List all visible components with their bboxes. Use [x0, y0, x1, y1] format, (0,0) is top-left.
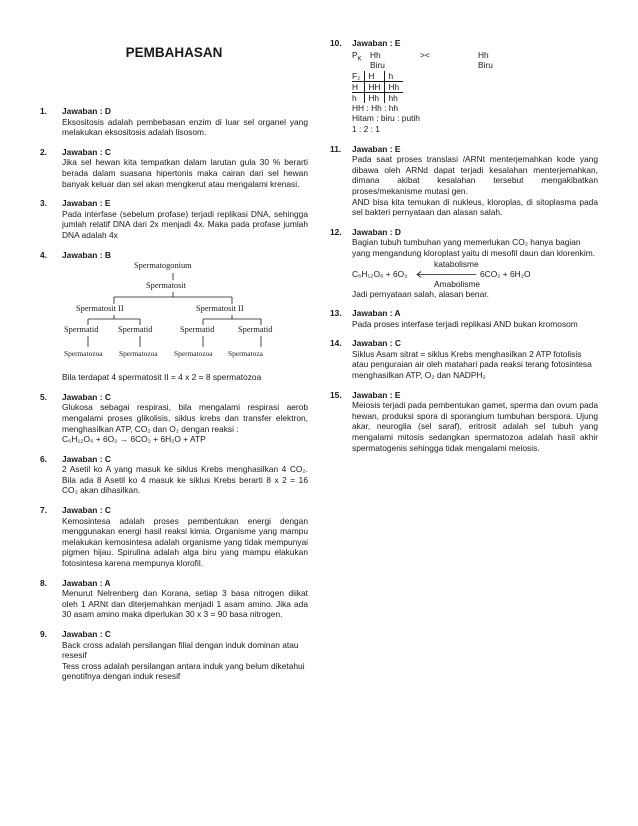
punnett-cell: Hh [365, 92, 385, 103]
page-title: PEMBAHASAN [125, 45, 223, 60]
explanation-text: Pada saat proses translasi /ARNt menterjemahkan kode yang dibawa oleh ARNd dapat terjadi kesalahan menterjemahkan, dimana akibat kesalahan tersebut mengakibatkan proses/mekanisme mutasi gen. [352, 154, 598, 196]
parent-label: $P_K$ [352, 49, 362, 63]
punnett-cell: Hh [385, 81, 403, 92]
answer-item-3 [40, 198, 308, 240]
answer-item-11 [330, 144, 598, 218]
answer-key: Jawaban : E [352, 143, 401, 154]
answer-key: Jawaban : B [62, 249, 111, 260]
answer-item-12 [330, 227, 598, 299]
explanation-text: Menurut Nelrenberg dan Korana, setiap 3 basa nitrogen diikat oleh 1 ARNt dan diterjemahkan menjadi 1 asam amino. Jika ada 30 asam amino maka diperlukan 30 x 3 = 90 basa nitrogen. [62, 588, 308, 620]
answer-key: Jawaban : E [62, 198, 111, 209]
answer-item-6 [40, 454, 308, 496]
cross-symbol: >< [420, 49, 430, 60]
answer-item-1 [40, 106, 308, 138]
item-number: 14. [330, 338, 342, 349]
tree-spermatosit: Spermatosit [146, 281, 187, 291]
item-number: 15. [330, 389, 342, 400]
answer-key: Jawaban : E [352, 38, 401, 48]
punnett-cell: H [365, 71, 385, 82]
answer-key: Jawaban : C [62, 629, 111, 639]
parent-phenotype-1: Biru [370, 60, 385, 71]
answer-item-2 [40, 147, 308, 189]
parent-genotype-2: Hh [478, 49, 489, 60]
item-number: 13. [330, 308, 342, 319]
left-column [40, 0, 308, 691]
answer-key: Jawaban : C [352, 338, 401, 349]
punnett-cell: F₂ [352, 71, 365, 82]
item-number: 11. [330, 143, 342, 154]
answer-key: Jawaban : C [62, 505, 111, 516]
explanation-text: Pada proses interfase terjadi replikasi AND bukan kromosom [352, 318, 578, 329]
answer-key: Jawaban : D [352, 226, 401, 237]
explanation-text: Pada interfase (sebelum profase) terjadi replikasi DNA, sehingga jumlah relatif DNA dari 2x menjadi 4x. Maka pada profase jumlah DNA adalah 4x [62, 208, 308, 240]
explanation-text: Back cross adalah persilangan filial dengan induk dominan atau resesif [62, 639, 299, 661]
punnett-cell: hh [385, 92, 403, 103]
item-number: 2. [40, 146, 47, 157]
equation-top-label: katabolisme [434, 258, 479, 269]
tree-spermatid: Spermatid [180, 325, 215, 335]
item-number: 8. [40, 577, 47, 588]
answer-key: Jawaban : A [62, 577, 111, 588]
item-number: 12. [330, 226, 342, 237]
punnett-cell: HH [365, 81, 385, 92]
reversible-arrow-icon [414, 270, 476, 279]
spermatogenesis-diagram [62, 260, 308, 372]
tree-spermatid: Spermatid [238, 325, 273, 335]
tree-spermatosit-ii: Spermatosit II [76, 304, 124, 314]
explanation-text: Kemosintesa adalah proses pembentukan energi dengan menggunakan energi hasil reaksi kimia. Organisme yang mampu melakukan kemosintesa adalah organisme yang tidak mempunyai pigmen hijau. Spirulina adalah alga biru yang mampu elakukan fotosintesa karena mempunya klorofil. [62, 515, 308, 569]
genotype-ratio: HH : Hh : hh [352, 102, 399, 113]
answer-key: Jawaban : C [62, 453, 111, 464]
explanation-text: Tess cross adalah persilangan antara induk yang belum diketahui genotifnya dengan induk resesif [62, 660, 305, 682]
tree-spermatozoa: Spermatoza [228, 349, 263, 359]
equation-bottom-label: Amabolisme [434, 278, 481, 289]
answer-key: Jawaban : A [352, 308, 401, 319]
item-number: 3. [40, 198, 47, 209]
answer-item-10 [330, 38, 598, 135]
respiration-equation [352, 259, 598, 289]
explanation-text: Eksositosis adalah pembebasan enzim di luar sel organel yang melakukan eksositosis adalah lisosom. [62, 116, 308, 138]
equation-products: 6CO₂ + 6H₂O [480, 268, 531, 279]
item-number: 6. [40, 453, 47, 464]
tree-spermatosit-ii: Spermatosit II [196, 304, 244, 314]
tree-spermatozoa: Spermatozoa [64, 349, 103, 359]
answer-item-7 [40, 505, 308, 569]
ratio-numbers: 1 : 2 : 1 [352, 123, 380, 134]
explanation-text: Siklus Asam sitrat = siklus Krebs menghasilkan 2 ATP fotolisis atau penguraian air oleh matahari pada reaksi terang fotosintesa menghasilkan ATP, O₂ dan NADPH₂ [352, 348, 592, 381]
item-number: 1. [40, 106, 47, 116]
tree-spermatid: Spermatid [118, 325, 153, 335]
answer-item-9 [40, 629, 308, 682]
answer-key: Jawaban : C [62, 146, 111, 157]
answer-key: Jawaban : D [62, 106, 111, 116]
cross-parents [352, 50, 598, 71]
phenotype-ratio: Hitam : biru : putih [352, 113, 420, 124]
answer-key: Jawaban : E [352, 389, 401, 400]
explanation-text: Glukosa sebagai respirasi, bila mengalami respirasi aerob mengalami proses glikolisis, siklus krebs dan transfer elektron, menghasilkan ATP, CO₂ dan O₂ dengan reaksi : [62, 402, 308, 434]
item-number: 7. [40, 505, 47, 516]
right-column [330, 38, 598, 462]
answer-item-14 [330, 338, 598, 380]
punnett-cell: h [352, 92, 357, 103]
parent-genotype-1: Hh [370, 49, 381, 60]
explanation-text: Bila terdapat 4 spermatosit II = 4 x 2 = 8 spermatozoa [62, 372, 262, 383]
explanation-text: Jadi pernyataan salah, alasan benar. [352, 288, 489, 299]
answer-item-5 [40, 392, 308, 445]
explanation-text: AND bisa kita temukan di nukleus, kloroplas, di sitoplasma pada sel bakteri pernyataan dan alasan salah. [352, 196, 598, 218]
tree-spermatid: Spermatid [64, 325, 99, 335]
punnett-cell: h [385, 71, 403, 82]
explanation-text: Meiosis terjadi pada pembentukan gamet, sperma dan ovum pada hewan, produksi spora di sporangium tumbuhan berspora. Ujung akar, neuroglia (sel saraf), eritrosit adalah sel tubuh yang mengalami mitosis sedangkan spermatozoa adalah hasil akhir spermatogenis sehingga tidak mengalami meiosis. [352, 400, 598, 453]
answer-item-4 [40, 250, 308, 383]
item-number: 4. [40, 249, 47, 260]
explanation-text: Jika sel hewan kita tempatkan dalam larutan gula 30 % berarti berada dalam suasana hipertonis maka cairan dari sel hewan banyak keluar dan sel akan mengkerut atau mengalami krenasi. [62, 157, 308, 189]
parent-phenotype-2: Biru [478, 60, 493, 71]
reaction-equation: C₆H₁₂O₆ + 6O₂ → 6CO₂ + 6H₂O + ATP [62, 434, 206, 445]
explanation-text: Bagian tubuh tumbuhan yang memerlukan CO₂ hanya bagian yang mengandung kloroplast yaitu di mesofil daun dan klorenkim. [352, 237, 596, 258]
answer-item-15 [330, 390, 598, 454]
answer-item-13 [330, 308, 598, 329]
item-number: 5. [40, 391, 47, 402]
item-number: 9. [40, 629, 47, 639]
item-number: 10. [330, 38, 342, 48]
answer-key: Jawaban : C [62, 391, 111, 402]
answer-item-8 [40, 578, 308, 620]
punnett-square [352, 71, 403, 103]
tree-spermatozoa: Spermatozoa [174, 349, 213, 359]
tree-root: Spermatogonium [134, 261, 192, 271]
tree-spermatozoa: Spermatozoa [119, 349, 158, 359]
explanation-text: 2 Asetil ko A yang masuk ke siklus Krebs menghasilkan 4 CO₂. Bila ada 8 Asetil ko 4 masuk ke siklus Krebs berarti 8 x 2 = 16 CO₂ akan dihasilkan. [62, 464, 308, 496]
equation-reactants: C₆H₁₂O₆ + 6O₂ [352, 268, 408, 279]
punnett-cell: H [352, 81, 365, 92]
